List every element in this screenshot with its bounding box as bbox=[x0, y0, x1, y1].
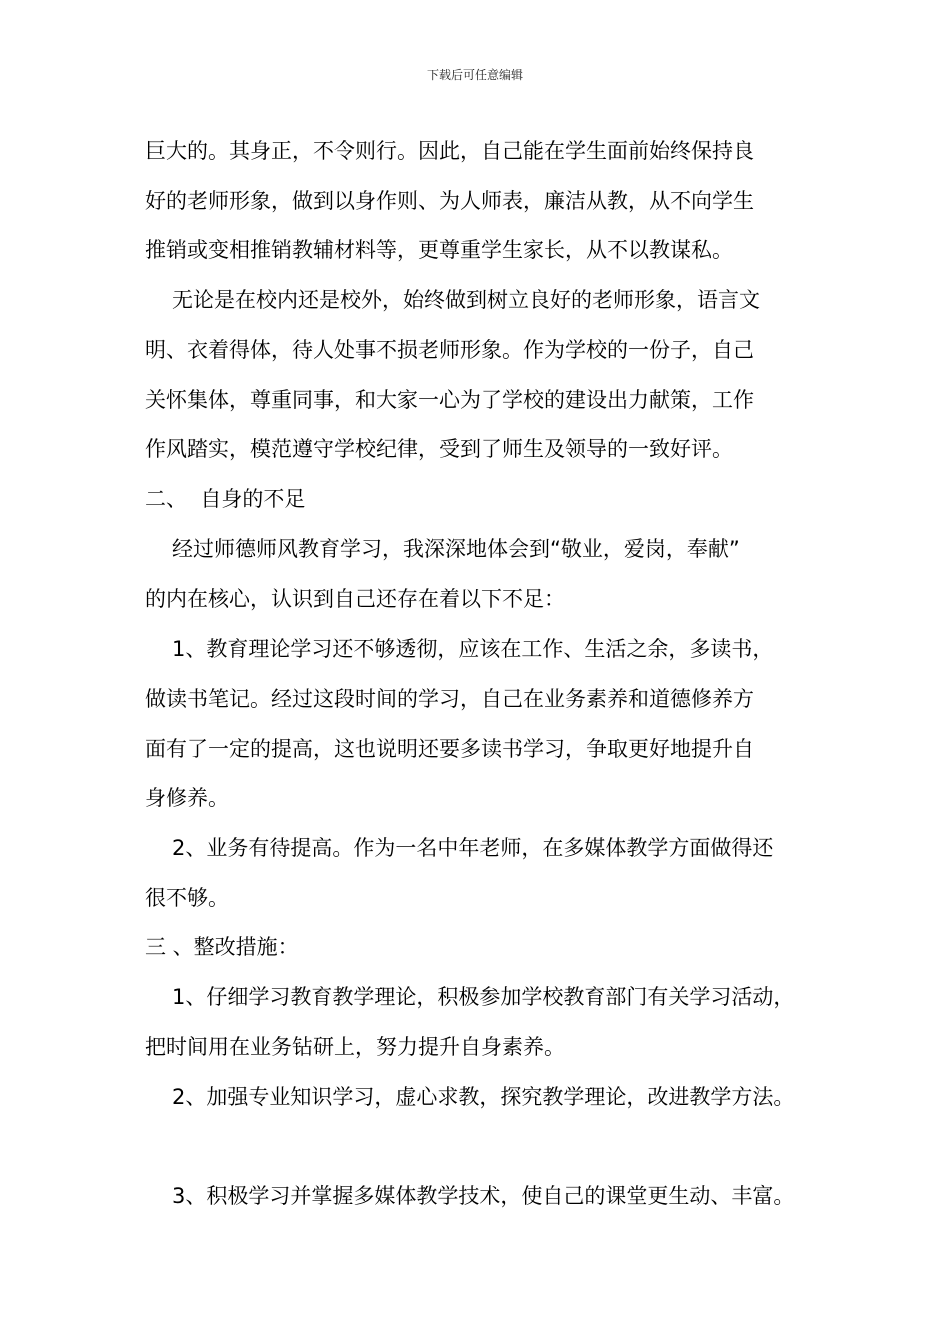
body-line: 推销或变相推销教辅材料等，更尊重学生家长，从不以教谋私。 bbox=[145, 238, 733, 262]
list-item: 3、积极学习并掌握多媒体教学技术，使自己的课堂更生动、丰富。 bbox=[172, 1184, 795, 1208]
body-line: 明、衣着得体，待人处事不损老师形象。作为学校的一份子，自己 bbox=[145, 338, 754, 362]
body-line: 关怀集体，尊重同事，和大家一心为了学校的建设出力献策，工作 bbox=[145, 388, 754, 412]
section-heading: 二、 自身的不足 bbox=[145, 487, 306, 511]
list-item: 2、加强专业知识学习，虚心求教，探究教学理论，改进教学方法。 bbox=[172, 1085, 795, 1109]
body-line: 的内在核心，认识到自己还存在着以下不足： bbox=[145, 587, 565, 611]
body-line: 把时间用在业务钻研上，努力提升自身素养。 bbox=[145, 1035, 565, 1059]
body-line: 作风踏实，模范遵守学校纪律，受到了师生及领导的一致好评。 bbox=[145, 437, 733, 461]
list-item: 1、教育理论学习还不够透彻，应该在工作、生活之余，多读书， bbox=[172, 637, 774, 661]
body-line: 面有了一定的提高，这也说明还要多读书学习，争取更好地提升自 bbox=[145, 737, 754, 761]
body-line: 经过师德师风教育学习，我深深地体会到“敬业，爱岗，奉献” bbox=[172, 537, 740, 561]
body-line: 做读书笔记。经过这段时间的学习，自己在业务素养和道德修养方 bbox=[145, 687, 754, 711]
section-heading: 三 、整改措施： bbox=[145, 935, 299, 959]
body-line: 很不够。 bbox=[145, 886, 229, 910]
list-item: 1、仔细学习教育教学理论，积极参加学校教育部门有关学习活动， bbox=[172, 985, 795, 1009]
body-line: 无论是在校内还是校外，始终做到树立良好的老师形象，语言文 bbox=[172, 288, 760, 312]
page-header: 下载后可任意编辑 bbox=[426, 68, 523, 82]
body-line: 好的老师形象，做到以身作则、为人师表，廉洁从教，从不向学生 bbox=[145, 189, 754, 213]
body-line: 身修养。 bbox=[145, 786, 229, 810]
body-line: 巨大的。其身正，不令则行。因此，自己能在学生面前始终保持良 bbox=[145, 139, 754, 163]
list-item: 2、业务有待提高。作为一名中年老师，在多媒体教学方面做得还 bbox=[172, 836, 774, 860]
